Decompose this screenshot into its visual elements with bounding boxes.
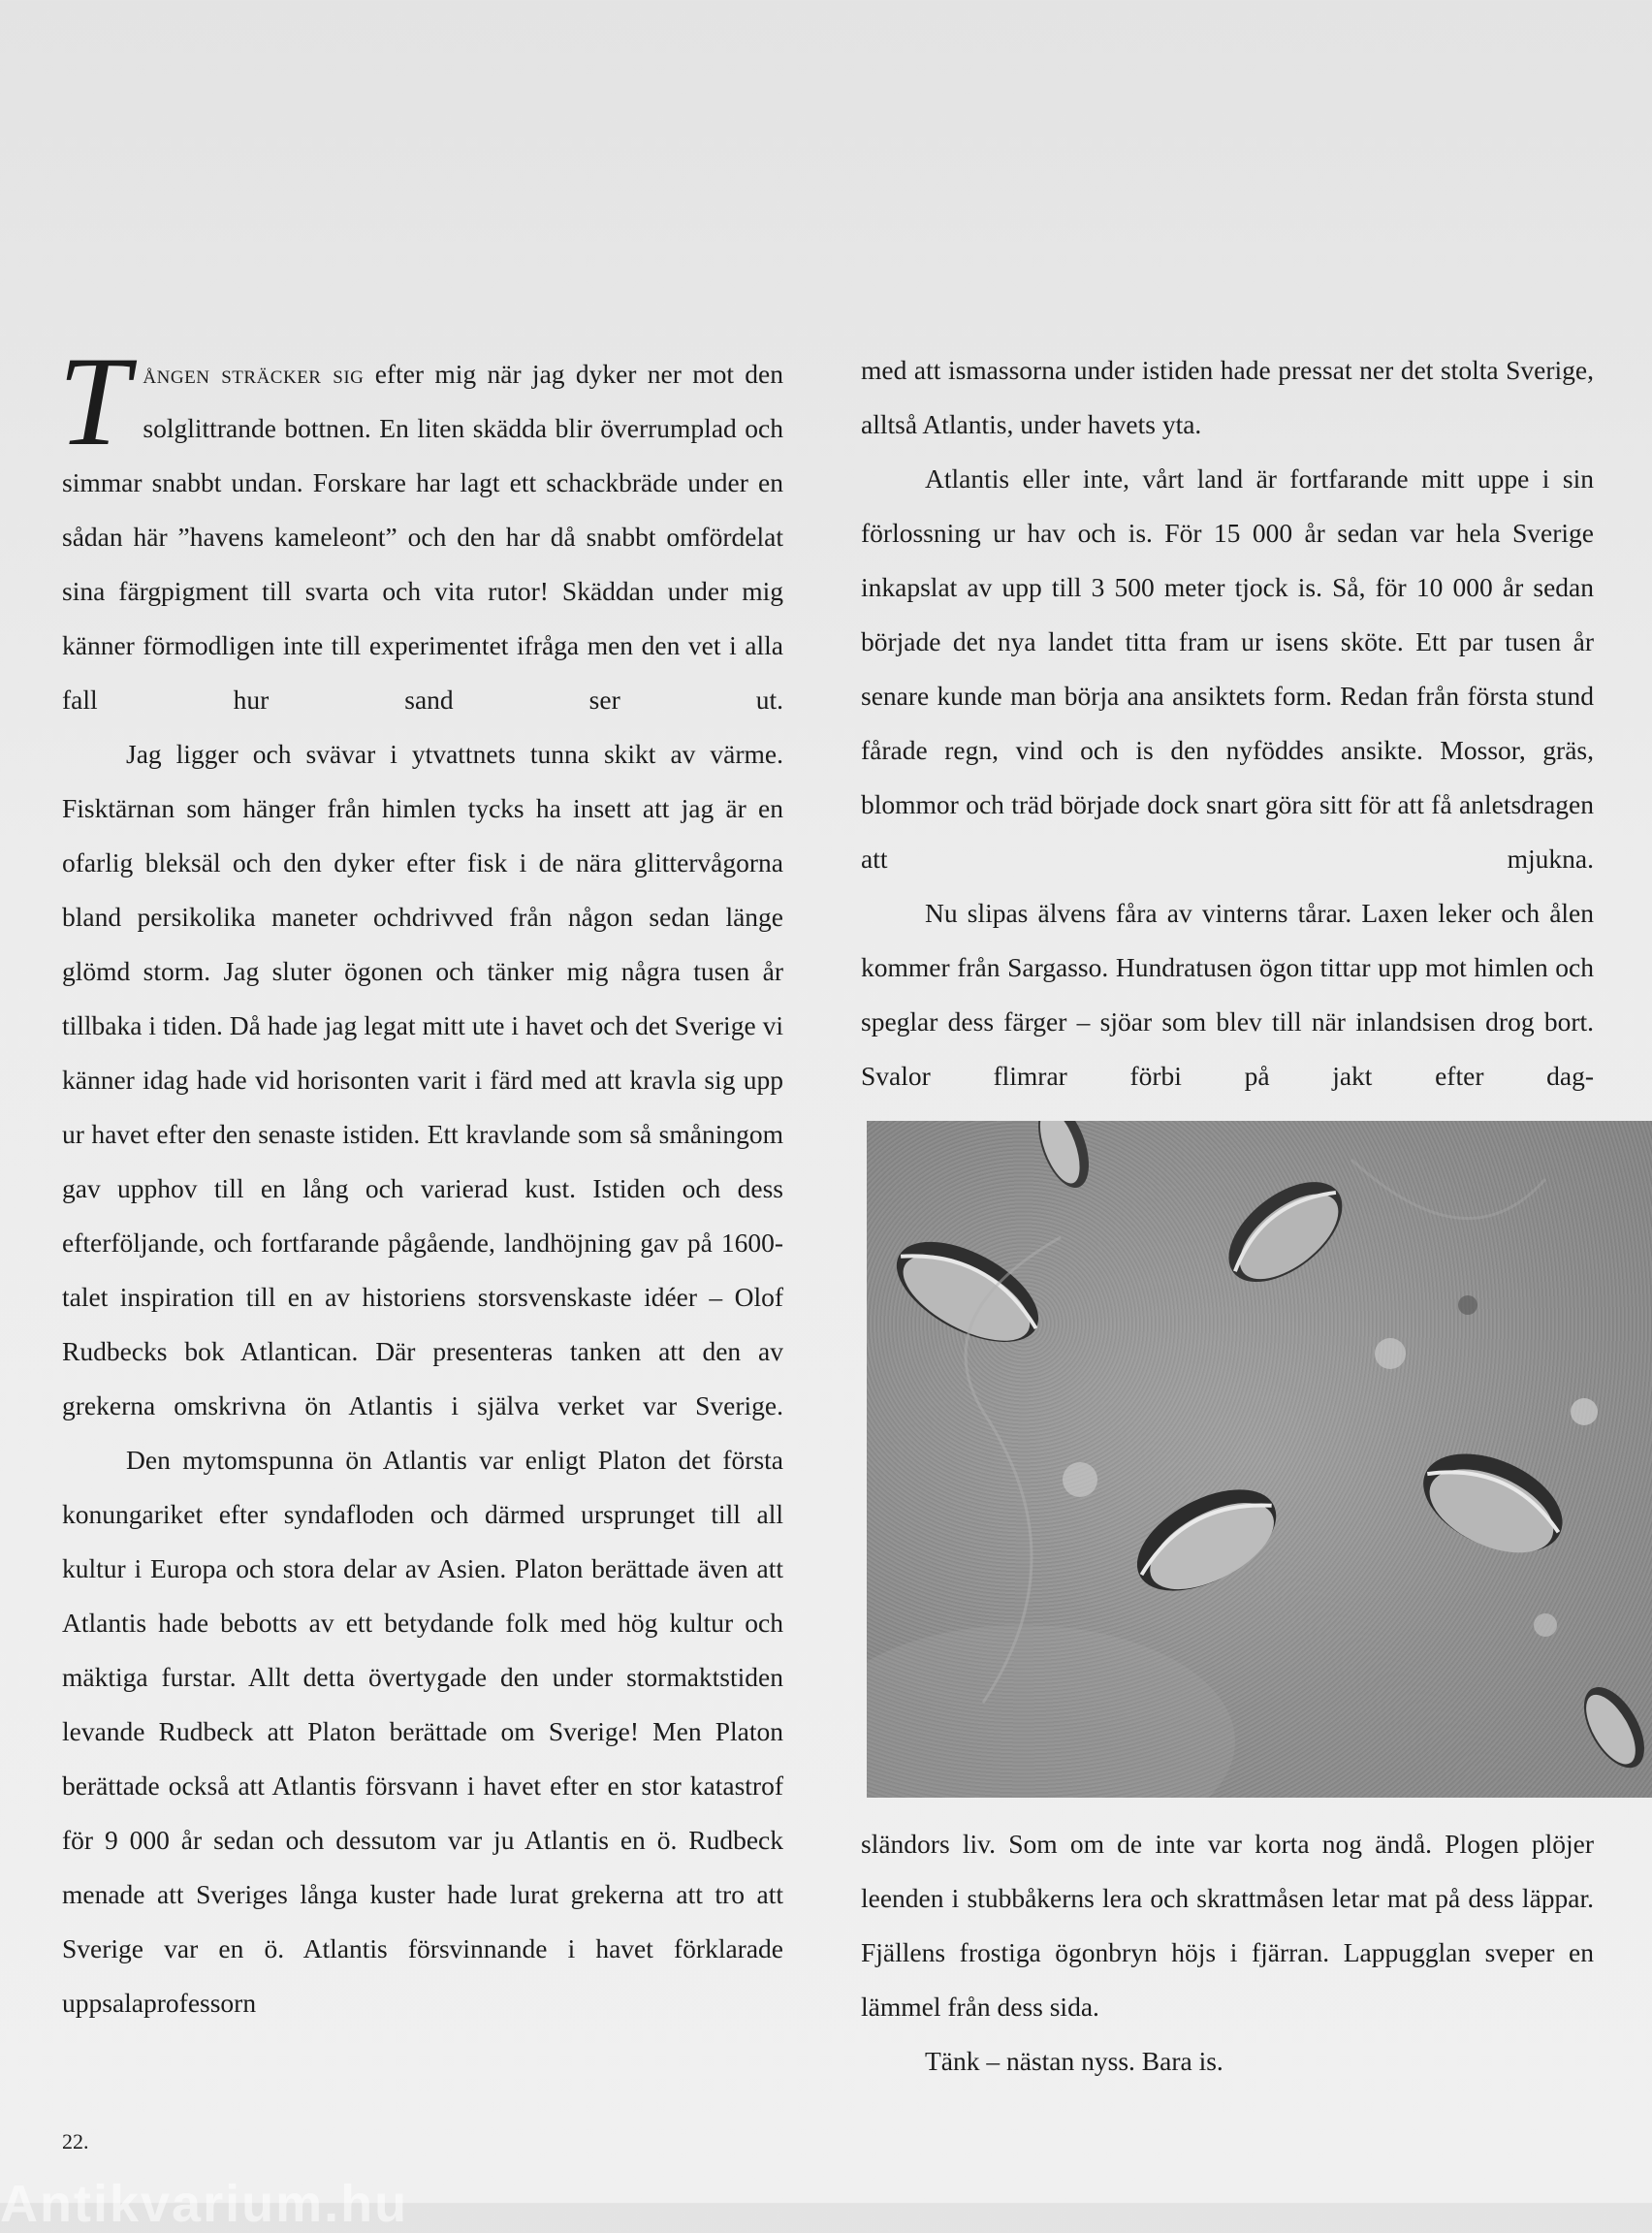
right-text-column-bottom	[861, 1817, 1594, 2089]
photo-shells-in-sand	[867, 1121, 1652, 1798]
paragraph-3: Den mytomspunna ön Atlantis var enligt Platon det första konungariket efter syndafloden och därmed ursprunget till all kultur i Europa och stora delar av Asien. Platon berättade även att Atlantis hade bebotts av ett betydande folk med hög kultur och mäktiga furstar. Allt detta övertygade den under stormaktstiden levande Rudbeck att Platon berättade om Sverige! Men Platon berättade också att Atlantis försvann i havet efter en stor katastrof för 9 000 år sedan och dessutom var ju Atlantis en ö. Rudbeck menade att Sveriges långa kuster hade lurat grekerna att tro att Sverige var en ö. Atlantis försvinnande i havet förklarade uppsalaprofessorn	[62, 1445, 783, 2018]
paragraph-2: Jag ligger och svävar i ytvattnets tunna skikt av värme. Fisktärnan som hänger från himlen tycks ha insett att jag är en ofarlig bleksäl och den dyker efter fisk i de nära glittervågorna bland persikolika maneter ochdrivved från någon sedan länge glömd storm. Jag sluter ögonen och tänker mig några tusen år tillbaka i tiden. Då hade jag legat mitt ute i havet och det Sverige vi känner idag hade vid horisonten varit i färd med att kravla sig upp ur havet efter den senaste istiden. Ett kravlande som så småningom gav upphov till en lång och varierad kust. Istiden och dess efterföljande, och fortfarande pågående, landhöjning gav på 1600-talet inspiration till en av historiens storsvenskaste idéer – Olof Rudbecks bok Atlantican. Där presenteras tanken att den av grekerna omskrivna ön Atlantis i själva verket var Sverige.	[62, 739, 783, 1420]
paragraph-7: sländors liv. Som om de inte var korta nog ändå. Plogen plöjer leenden i stubbåkerns lera och skrattmåsen letar mat på dess läppar. Fjällens frostiga ögonbryn höjs i fjärran. Lappugglan sveper en lämmel från dess sida.	[861, 1829, 1594, 2022]
paragraph-1-text: efter mig när jag dyker ner mot den solglittrande bottnen. En liten skädda blir överrumplad och simmar snabbt undan. Forskare har lagt ett schackbräde under en sådan här ”havens kameleont” och den har då snabbt omfördelat sina färgpigment till svarta och vita rutor! Skäddan under mig känner förmodligen inte till experimentet ifråga men den vet i alla fall hur sand ser ut.	[62, 359, 783, 715]
shells-illustration	[867, 1121, 1652, 1798]
paragraph-4: med att ismassorna under istiden hade pressat ner det stolta Sverige, alltså Atlantis, under havets yta.	[861, 355, 1594, 439]
paragraph-1	[58, 330, 783, 727]
page-number: 22.	[62, 2129, 89, 2153]
paragraph-8: Tänk – nästan nyss. Bara is.	[925, 2046, 1223, 2076]
drop-cap: T	[58, 330, 130, 472]
watermark: Antikvarium.hu	[0, 2175, 409, 2233]
paragraph-5: Atlantis eller inte, vårt land är fortfarande mitt uppe i sin förlossning ur hav och is. För 15 000 år sedan var hela Sverige inkapslat av upp till 3 500 meter tjock is. Så, för 10 000 år sedan började det nya landet titta fram ur isens sköte. Ett par tusen år senare kunde man börja ana ansiktets form. Redan från första stund fårade regn, vind och is den nyföddes ansikte. Mossor, gräs, blommor och träd började dock snart göra sitt för att få anletsdragen att mjukna.	[861, 463, 1594, 874]
left-text-column	[58, 330, 783, 2030]
paragraph-6: Nu slipas älvens fåra av vinterns tårar. Laxen leker och ålen kommer från Sargasso. Hundratusen ögon tittar upp mot himlen och speglar dess färger – sjöar som blev till när inlandsisen drog bort. Svalor flimrar förbi på jakt efter dag-	[861, 898, 1594, 1091]
right-text-column-top	[861, 343, 1594, 1103]
smallcaps-lead: ången sträcker sig	[143, 359, 365, 389]
